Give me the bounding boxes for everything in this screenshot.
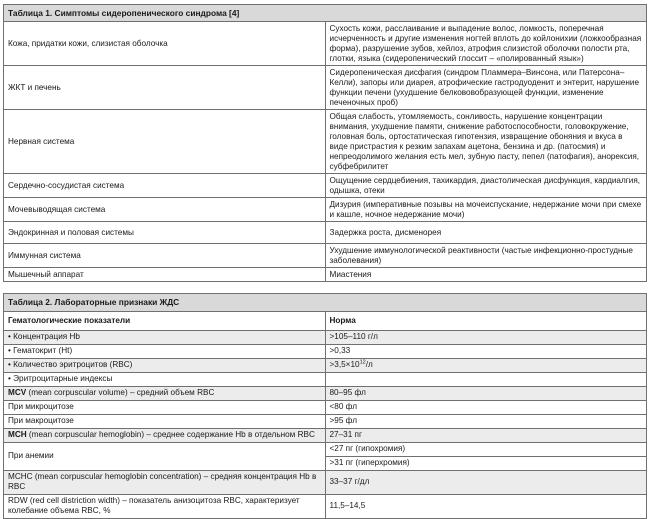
table-row: [4, 268, 647, 282]
norm-cell: 11,5–14,5: [325, 494, 647, 518]
norm-cell: >31 пг (гиперхромия): [325, 456, 647, 470]
norm-exponent: 12: [359, 359, 366, 366]
indicator-cell: При макроцитозе: [4, 414, 326, 428]
symptoms-cell: Дизурия (императивные позывы на мочеиспускание, недержание мочи при смехе и кашле, ночное недержание мочи): [325, 198, 647, 222]
indicator-abbr: MCV: [8, 388, 27, 397]
table-row: [4, 400, 647, 414]
col-header-norm: Норма: [325, 311, 647, 330]
norm-cell: <80 фл: [325, 400, 647, 414]
symptoms-cell: Сухость кожи, расслаивание и выпадение волос, ломкость, поперечная исчерченность и другие изменения ногтей вплоть до койлонихии (ложкообразная форма), разрушение зубов, хейлоз, атрофия слизистой оболочки полости рта, глотки, языка (сидеропенический глоссит – «полированный язык»): [325, 22, 647, 66]
table2-header-row: [4, 311, 647, 330]
norm-cell: >105–110 г/л: [325, 330, 647, 344]
norm-base: >3,5×10: [329, 360, 360, 369]
table1-caption: Таблица 1. Симптомы сидеропенического синдрома [4]: [4, 5, 647, 22]
table-row: [4, 494, 647, 518]
table-row: [4, 244, 647, 268]
col-header-indicator: Гематологические показатели: [4, 311, 326, 330]
system-cell: Сердечно-сосудистая система: [4, 174, 326, 198]
table-row: [4, 428, 647, 442]
symptoms-cell: Сидеропеническая дисфагия (синдром Пламмера–Винсона, или Патерсона–Келли), запоры или диарея, атрофические гастродуоденит и энтерит, нарушение функции печени (ухудшение белкововобразующей функции, изменение печеночных проб): [325, 66, 647, 110]
norm-cell: [325, 358, 647, 372]
system-cell: Иммунная система: [4, 244, 326, 268]
system-cell: Мышечный аппарат: [4, 268, 326, 282]
table-row: [4, 358, 647, 372]
table-row: [4, 174, 647, 198]
table-row: [4, 22, 647, 66]
norm-cell: 80–95 фл: [325, 386, 647, 400]
table-row: [4, 442, 647, 456]
indicator-abbr: MCH: [8, 430, 27, 439]
indicator-cell: • Гематокрит (Ht): [4, 344, 326, 358]
table-row: [4, 222, 647, 244]
symptoms-cell: Задержка роста, дисменорея: [325, 222, 647, 244]
symptoms-cell: Ухудшение иммунологической реактивности (частые инфекционно-простудные заболевания): [325, 244, 647, 268]
table-row: [4, 66, 647, 110]
indicator-cell: При анемии: [4, 442, 326, 470]
indicator-cell: [4, 428, 326, 442]
indicator-cell: RDW (red cell distriction width) – показатель анизоцитоза RBC, характеризует колебание объема RBC, %: [4, 494, 326, 518]
indicator-cell: • Концентрация Hb: [4, 330, 326, 344]
table-row: [4, 372, 647, 386]
table1-caption-row: [4, 5, 647, 22]
norm-cell-empty: [325, 372, 647, 386]
norm-cell: >0,33: [325, 344, 647, 358]
table-row: [4, 344, 647, 358]
system-cell: Кожа, придатки кожи, слизистая оболочка: [4, 22, 326, 66]
table-row: [4, 110, 647, 174]
symptoms-table: [3, 4, 647, 282]
indicator-desc: (mean corpuscular volume) – средний объем RBC: [26, 388, 215, 397]
table-row: [4, 386, 647, 400]
lab-signs-table: [3, 293, 647, 518]
indicator-desc: (mean corpuscular hemoglobin) – среднее содержание Hb в отдельном RBC: [26, 430, 315, 439]
system-cell: Эндокринная и половая системы: [4, 222, 326, 244]
indicator-cell: • Эритроцитарные индексы: [4, 372, 326, 386]
table-row: [4, 198, 647, 222]
indicator-cell: • Количество эритроцитов (RBC): [4, 358, 326, 372]
table-row: [4, 330, 647, 344]
table-row: [4, 470, 647, 494]
table2-caption-row: [4, 294, 647, 311]
indicator-cell: MCHC (mean corpuscular hemoglobin concentration) – средняя концентрация Hb в RBC: [4, 470, 326, 494]
norm-cell: 27–31 пг: [325, 428, 647, 442]
symptoms-cell: Общая слабость, утомляемость, сонливость, нарушение концентрации внимания, ухудшение памяти, снижение работоспособности, головокружение, головная боль, ортостатическая гипотензия, извращение обоняния и вкуса в виде пристрастия к резким запахам ацетона, бензина и др. (патосмия) и непреодолимого желания есть мел, зубную пасту, пепел (патофагия), анорексия, субфебрилитет: [325, 110, 647, 174]
symptoms-cell: Ощущение сердцебиения, тахикардия, диастолическая дисфункция, кардиалгия, одышка, отеки: [325, 174, 647, 198]
system-cell: Нервная система: [4, 110, 326, 174]
norm-cell: 33–37 г/дл: [325, 470, 647, 494]
system-cell: Мочевыводящая система: [4, 198, 326, 222]
indicator-cell: При микроцитозе: [4, 400, 326, 414]
table-row: [4, 414, 647, 428]
norm-unit: /л: [365, 360, 373, 369]
norm-cell: >95 фл: [325, 414, 647, 428]
symptoms-cell: Миастения: [325, 268, 647, 282]
table2-caption: Таблица 2. Лабораторные признаки ЖДС: [4, 294, 647, 311]
norm-cell: <27 пг (гипохромия): [325, 442, 647, 456]
indicator-cell: [4, 386, 326, 400]
system-cell: ЖКТ и печень: [4, 66, 326, 110]
